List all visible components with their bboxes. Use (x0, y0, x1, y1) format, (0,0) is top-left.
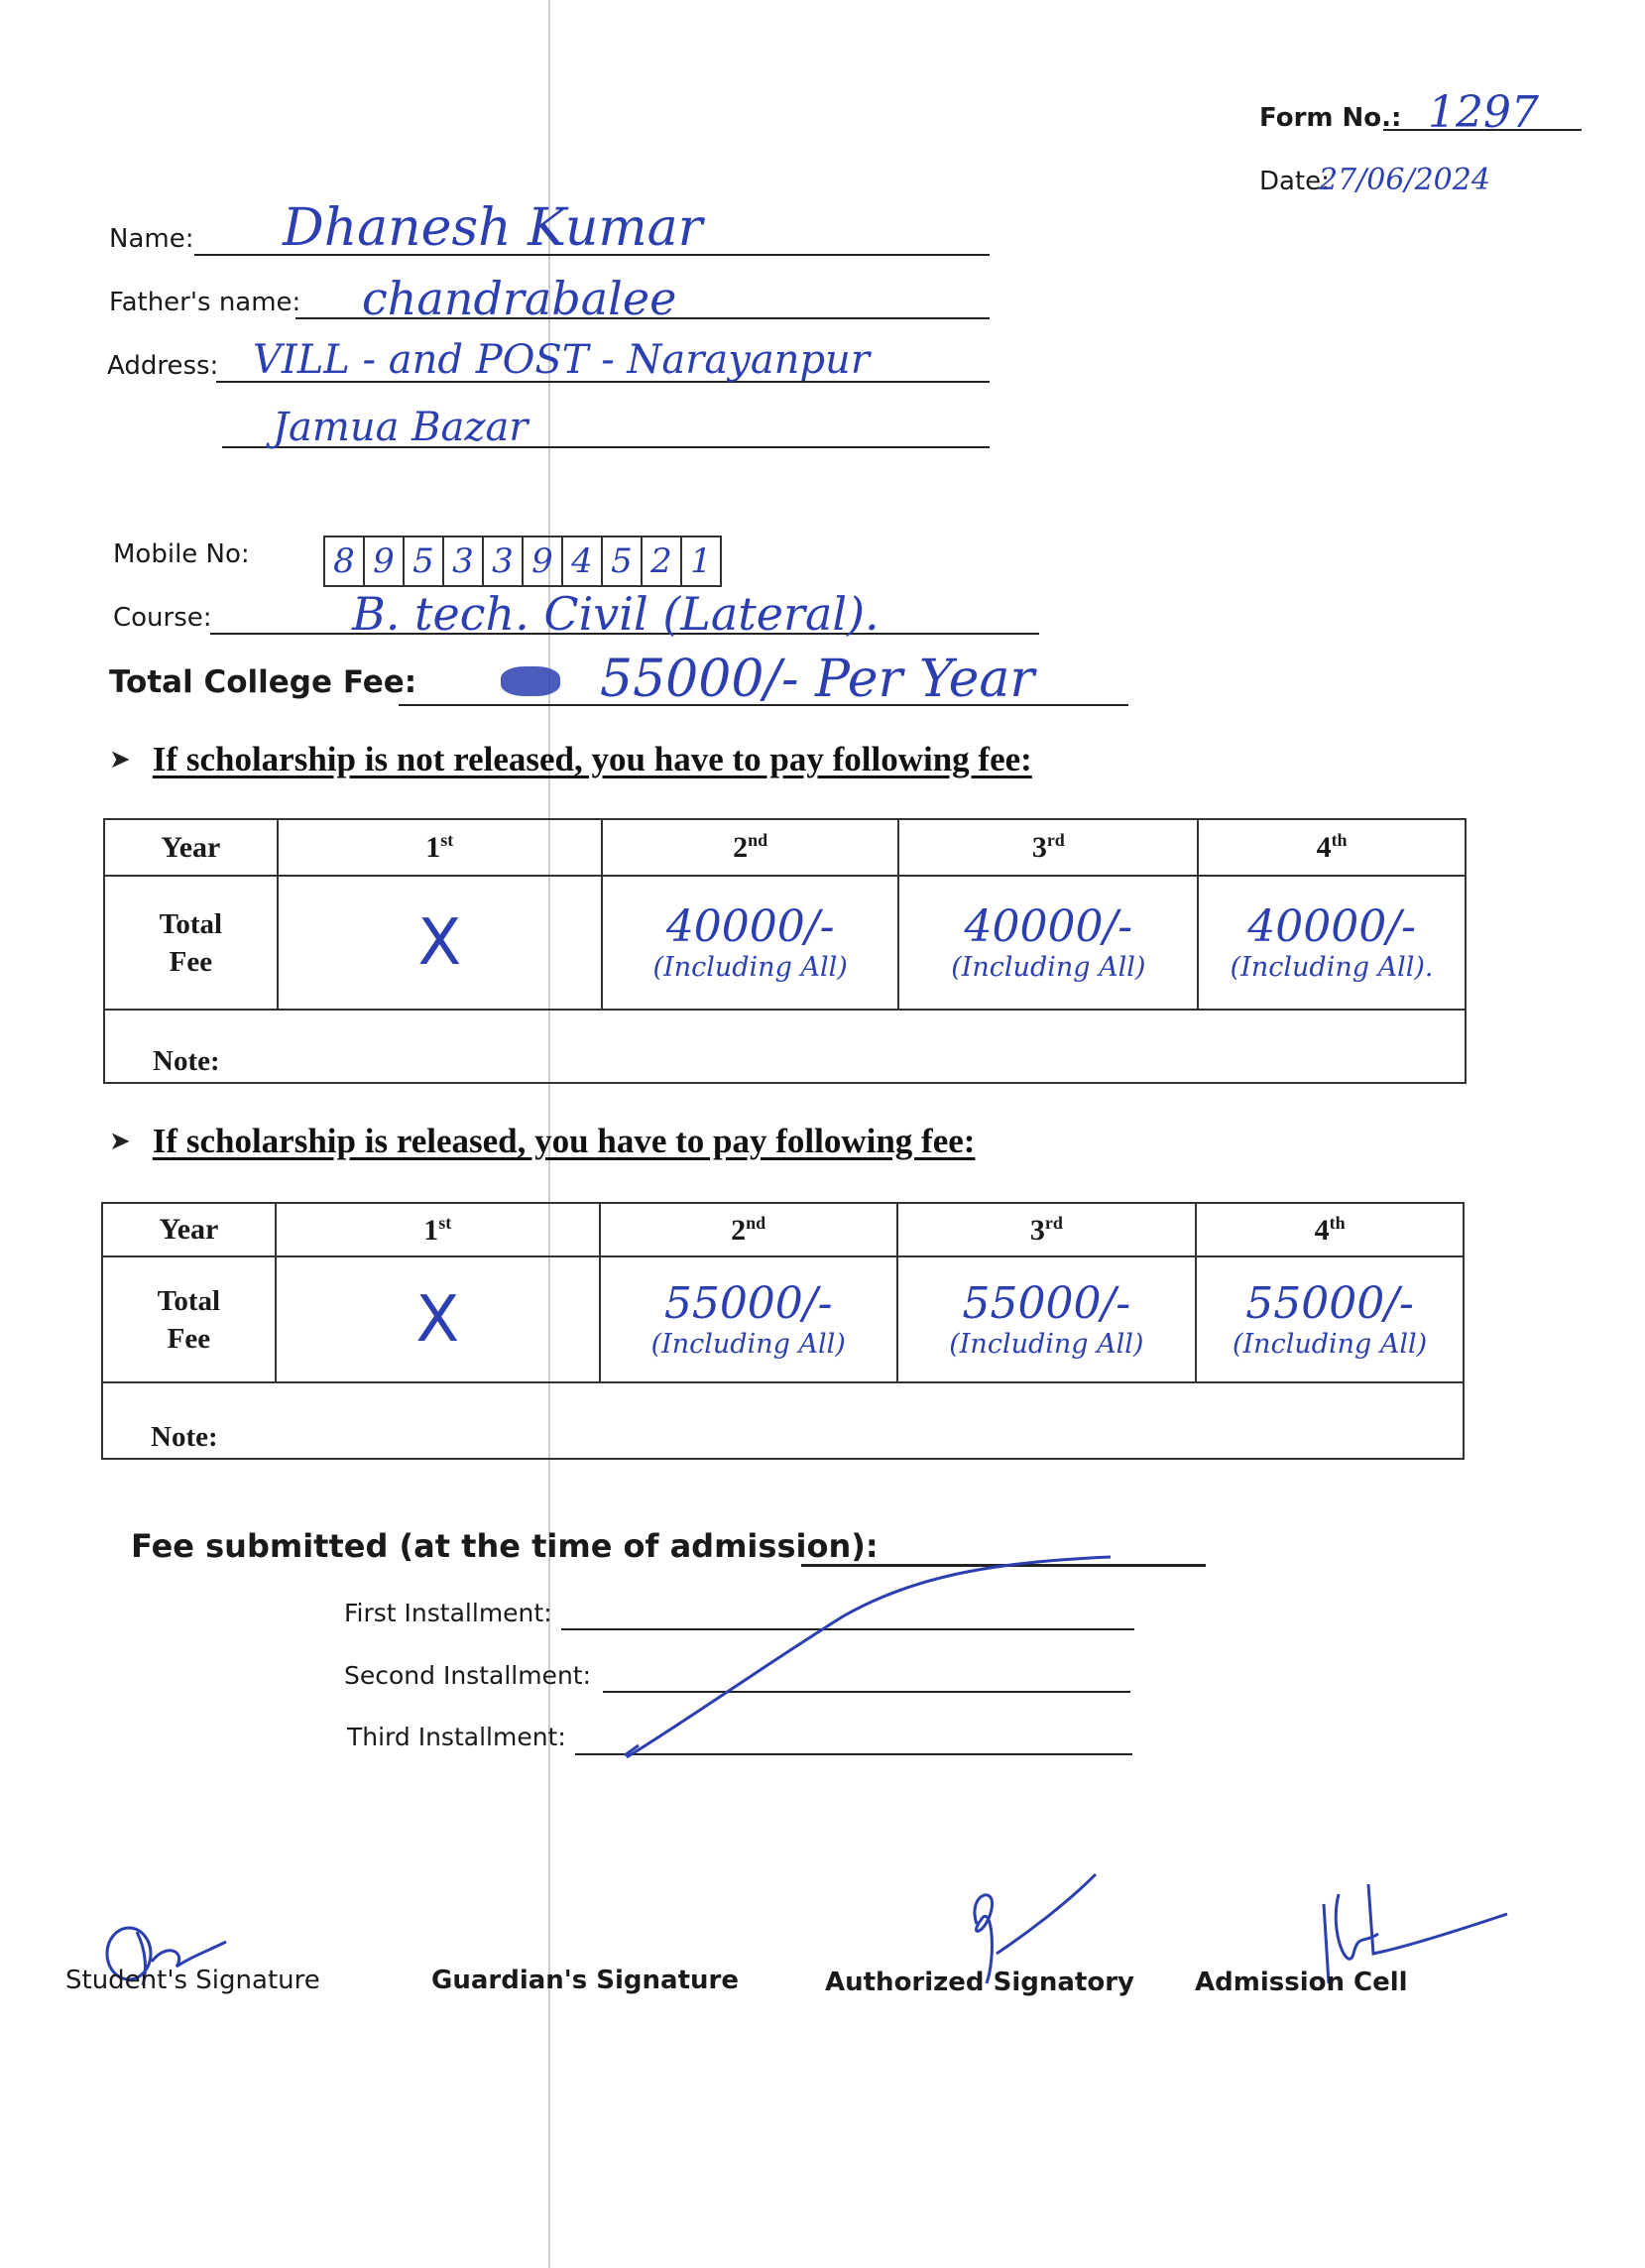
admission-cell-label: Admission Cell (1195, 1968, 1408, 1997)
total-fee-label: Total Fee (102, 1256, 276, 1382)
section-released-heading (109, 1122, 975, 1161)
year-3: 3rd (897, 1203, 1197, 1256)
fee-table-released (101, 1202, 1465, 1460)
student-signature-label: Student's Signature (65, 1966, 320, 1995)
name-value: Dhanesh Kumar (283, 198, 703, 258)
year-2: 2nd (600, 1203, 897, 1256)
year-4-fee: 40000/- (Including All). (1198, 876, 1466, 1010)
year-4: 4th (1196, 1203, 1464, 1256)
mobile-digit: 3 (444, 537, 484, 585)
year-4: 4th (1198, 819, 1466, 876)
arrow-bullet-icon: ➤ (109, 1127, 131, 1156)
year-2-fee: 40000/- (Including All) (602, 876, 899, 1010)
year-3: 3rd (898, 819, 1198, 876)
mobile-digit: 9 (365, 537, 405, 585)
course-value: B. tech. Civil (Lateral). (352, 587, 880, 641)
year-1-fee: X (276, 1256, 600, 1382)
father-name-value: chandrabalee (362, 272, 677, 325)
course-label: Course: (113, 603, 212, 633)
fee-submitted-heading: Fee submitted (at the time of admission): (131, 1527, 879, 1565)
mobile-digit: 9 (524, 537, 563, 585)
date-value: 27/06/2024 (1319, 163, 1490, 197)
form-no-value: 1297 (1428, 87, 1539, 138)
year-1: 1st (276, 1203, 600, 1256)
mobile-digit: 3 (484, 537, 524, 585)
year-header: Year (104, 819, 278, 876)
address-label: Address: (107, 351, 219, 381)
mobile-number-boxes (323, 536, 722, 587)
section-heading-text: If scholarship is released, you have to pay following fee: (152, 1122, 976, 1160)
date-label: Date: (1259, 167, 1330, 196)
note-row: Note: (102, 1382, 1464, 1459)
second-installment-label: Second Installment: (344, 1661, 592, 1690)
guardian-signature-label: Guardian's Signature (431, 1966, 739, 1995)
total-college-fee-value: 55000/- Per Year (600, 650, 1035, 709)
first-installment-label: First Installment: (344, 1599, 552, 1627)
mobile-label: Mobile No: (113, 539, 250, 569)
mobile-digit: 8 (325, 537, 365, 585)
address-line-1-value: VILL - and POST - Narayanpur (253, 337, 870, 383)
year-1-fee: X (278, 876, 602, 1010)
scribble-mark (501, 666, 560, 696)
mobile-digit: 5 (405, 537, 444, 585)
note-row: Note: (104, 1010, 1466, 1083)
arrow-bullet-icon: ➤ (109, 745, 131, 775)
form-no-label: Form No.: (1259, 103, 1402, 133)
ink-strike-mark (615, 1547, 1130, 1765)
mobile-digit: 2 (643, 537, 682, 585)
name-label: Name: (109, 224, 194, 254)
mobile-digit: 1 (690, 541, 712, 581)
father-name-label: Father's name: (109, 288, 301, 317)
year-2-fee: 55000/- (Including All) (600, 1256, 897, 1382)
authorized-signatory-label: Authorized Signatory (825, 1968, 1134, 1997)
year-header: Year (102, 1203, 276, 1256)
section-heading-text: If scholarship is not released, you have to pay following fee: (152, 740, 1032, 778)
total-college-fee-label: Total College Fee: (109, 664, 417, 700)
mobile-digit: 5 (603, 537, 643, 585)
mobile-digit: 4 (563, 537, 603, 585)
year-3-fee: 55000/- (Including All) (897, 1256, 1197, 1382)
year-3-fee: 40000/- (Including All) (898, 876, 1198, 1010)
year-1: 1st (278, 819, 602, 876)
address-line-2-value: Jamua Bazar (273, 405, 529, 450)
third-installment-label: Third Installment: (347, 1723, 566, 1751)
year-4-fee: 55000/- (Including All) (1196, 1256, 1464, 1382)
fee-table-not-released (103, 818, 1467, 1084)
section-not-released-heading (109, 740, 1032, 779)
total-fee-label: Total Fee (104, 876, 278, 1010)
year-2: 2nd (602, 819, 899, 876)
